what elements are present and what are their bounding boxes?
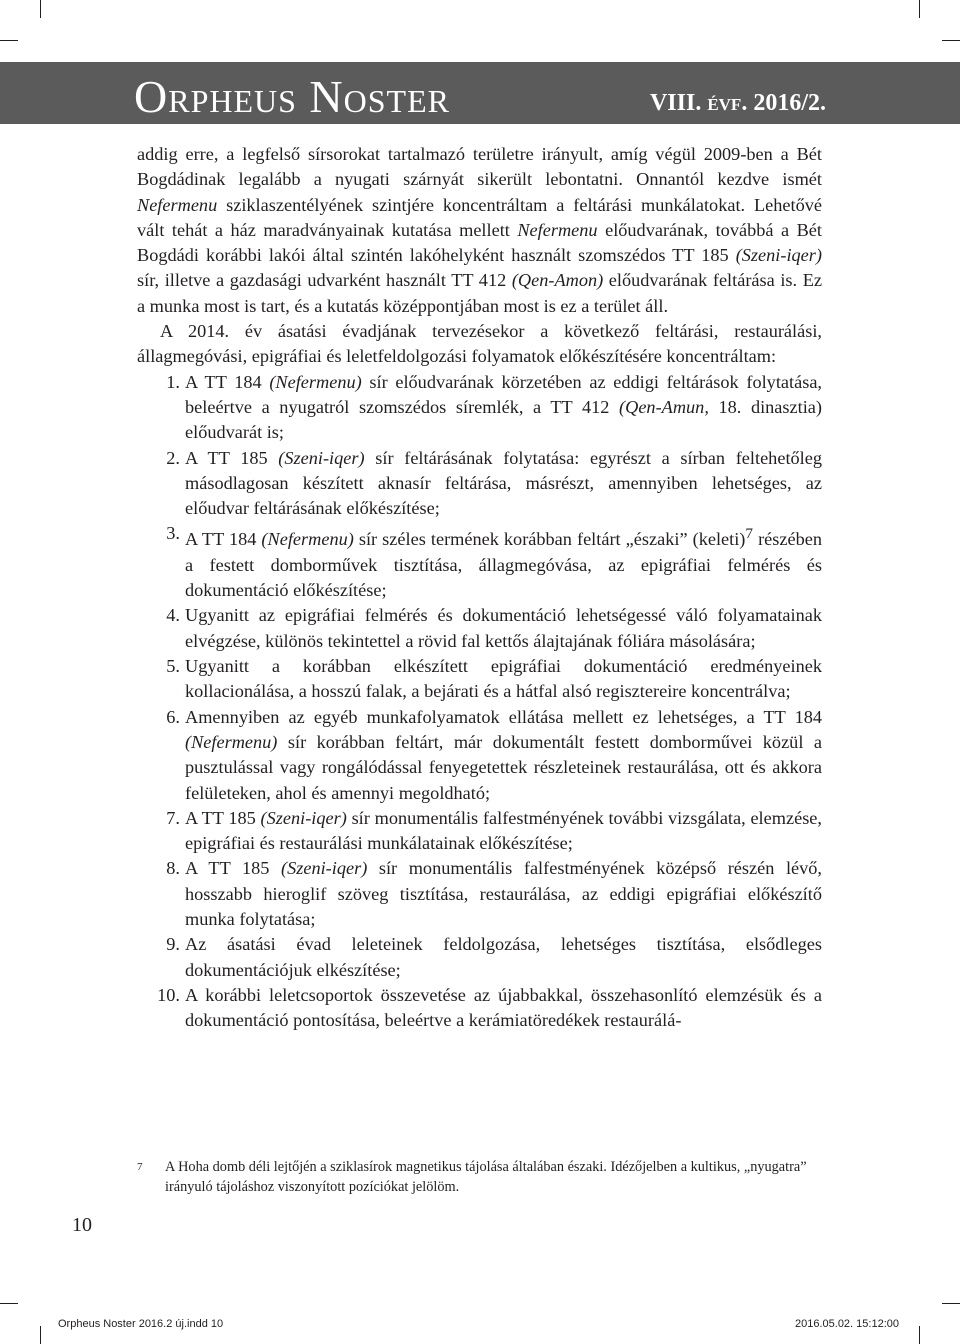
- page-number: 10: [72, 1214, 92, 1236]
- list-item: 5. Ugyanitt a korábban elkészített epigráfiai dokumentáció eredményeinek kollacionálása, a hosszú falak, a bejárati és a hátfal alsó regisztereire koncentrálva;: [166, 656, 822, 702]
- crop-mark: [40, 0, 41, 18]
- footnote-ref[interactable]: 7: [745, 525, 754, 543]
- crop-mark: [40, 1326, 41, 1344]
- article-body: [137, 142, 822, 1033]
- list-item: 4. Ugyanitt az epigráfiai felmérés és dokumentáció lehetségessé váló folyamatainak elvégzése, különös tekintettel a rövid fal kettős álajtajának fóliára másolására;: [166, 605, 822, 651]
- body-paragraph: A 2014. év ásatási évadjának tervezésekor a következő feltárási, restaurálási, állagmegóvási, epigráfiai és leletfeldolgozási folyamatok előkészítésére koncentráltam:: [137, 321, 822, 367]
- footnote-number: 7: [137, 1161, 143, 1173]
- issue-label: VIII. évf. 2016/2.: [649, 90, 826, 116]
- crop-mark: [942, 1303, 960, 1304]
- list-item: 3. A TT 184 (Nefermenu) sír széles termének korábban feltárt „északi” (keleti)$^7$ részében a festett domborművek tisztítása, állagmegóvása, az epigráfiai felmérés és dokumentáció előkészítése;: [166, 523, 823, 601]
- list-item: 1. A TT 184 (Nefermenu) sír előudvarának körzetében az eddigi feltárások folytatása, beleértve a nyugatról szomszédos síremlék, a TT 412 (Qen-Amun, 18. dinasztia) előudvarát is;: [166, 371, 823, 443]
- body-paragraph: addig erre, a legfelső sírsorokat tartalmazó területre irányult, amíg végül 2009-ben a Bét Bogdádinak legalább a nyugati szárnyát sikerült lebontatni. Onnantól kezdve ismét Nefermenu sziklaszentélyének szintjére koncentráltam a feltárási munkálatokat. Lehetővé vált tehát a ház maradványainak kutatása mellett Nefermenu előudvarának, továbbá a Bét Bogdádi korábbi lakói által szintén lakóhelyként használt szomszédos TT 185 (Szeni-iqer) sír, illetve a gazdasági udvarként használt TT 412 (Qen-Amon) előudvarának feltárása is. Ez a munka most is tart, és a kutatás középpontjában most is ez a terület áll.: [137, 144, 822, 316]
- crop-mark: [0, 1303, 18, 1304]
- list-item: 7. A TT 185 (Szeni-iqer) sír monumentális falfestményének további vizsgálata, elemzése, epigráfiai és restaurálási munkálatainak előkészítése;: [166, 807, 822, 854]
- list-item: 8. A TT 185 (Szeni-iqer) sír monumentális falfestményének középső részén lévő, hosszabb hieroglif szöveg tisztítása, restaurálása, az eddigi epigráfiai előkészítő munka folytatása;: [166, 858, 822, 929]
- list-item: 10. A korábbi leletcsoportok összevetése az újabbakkal, összehasonlító elemzésük és a dokumentáció pontosítása, beleértve a kerámiatöredékek restaurálá-: [157, 984, 822, 1031]
- slug-filename: Orpheus Noster 2016.2 új.indd 10: [58, 1318, 224, 1330]
- crop-mark: [919, 1326, 920, 1344]
- list-item: 9. Az ásatási évad leleteinek feldolgozása, lehetséges tisztítása, elsődleges dokumentációjuk elkészítése;: [166, 934, 822, 980]
- list-item: 2. A TT 185 (Szeni-iqer) sír feltárásának folytatása: egyrészt a sírban feltehetőleg másodlagosan készített aknasír feltárása, másrészt, amennyiben lehetséges, az előudvar feltárásának előkészítése;: [166, 447, 822, 519]
- task-list: [137, 370, 822, 1034]
- slug-timestamp: 2016.05.02. 15:12:00: [795, 1318, 899, 1330]
- crop-mark: [919, 0, 920, 18]
- crop-mark: [0, 40, 18, 41]
- journal-masthead: Orpheus Noster: [134, 71, 450, 122]
- footnote: [137, 1157, 822, 1197]
- crop-mark: [942, 40, 960, 41]
- list-item: 6. Amennyiben az egyéb munkafolyamatok ellátása mellett ez lehetséges, a TT 184 (Nefermenu) sír korábban feltárt, már dokumentált festett domborművei közül a pusztulással vagy rongálódással fenyegetettek részleteinek restaurálása, ott és akkora felületeken, ahol és amennyi megoldható;: [166, 706, 822, 803]
- footnote-text: A Hoha domb déli lejtőjén a sziklasírok magnetikus tájolása általában északi. Idézőjelben a kultikus, „nyugatra” irányuló tájoláshoz viszonyított pozíciókat jelölöm.: [165, 1159, 807, 1195]
